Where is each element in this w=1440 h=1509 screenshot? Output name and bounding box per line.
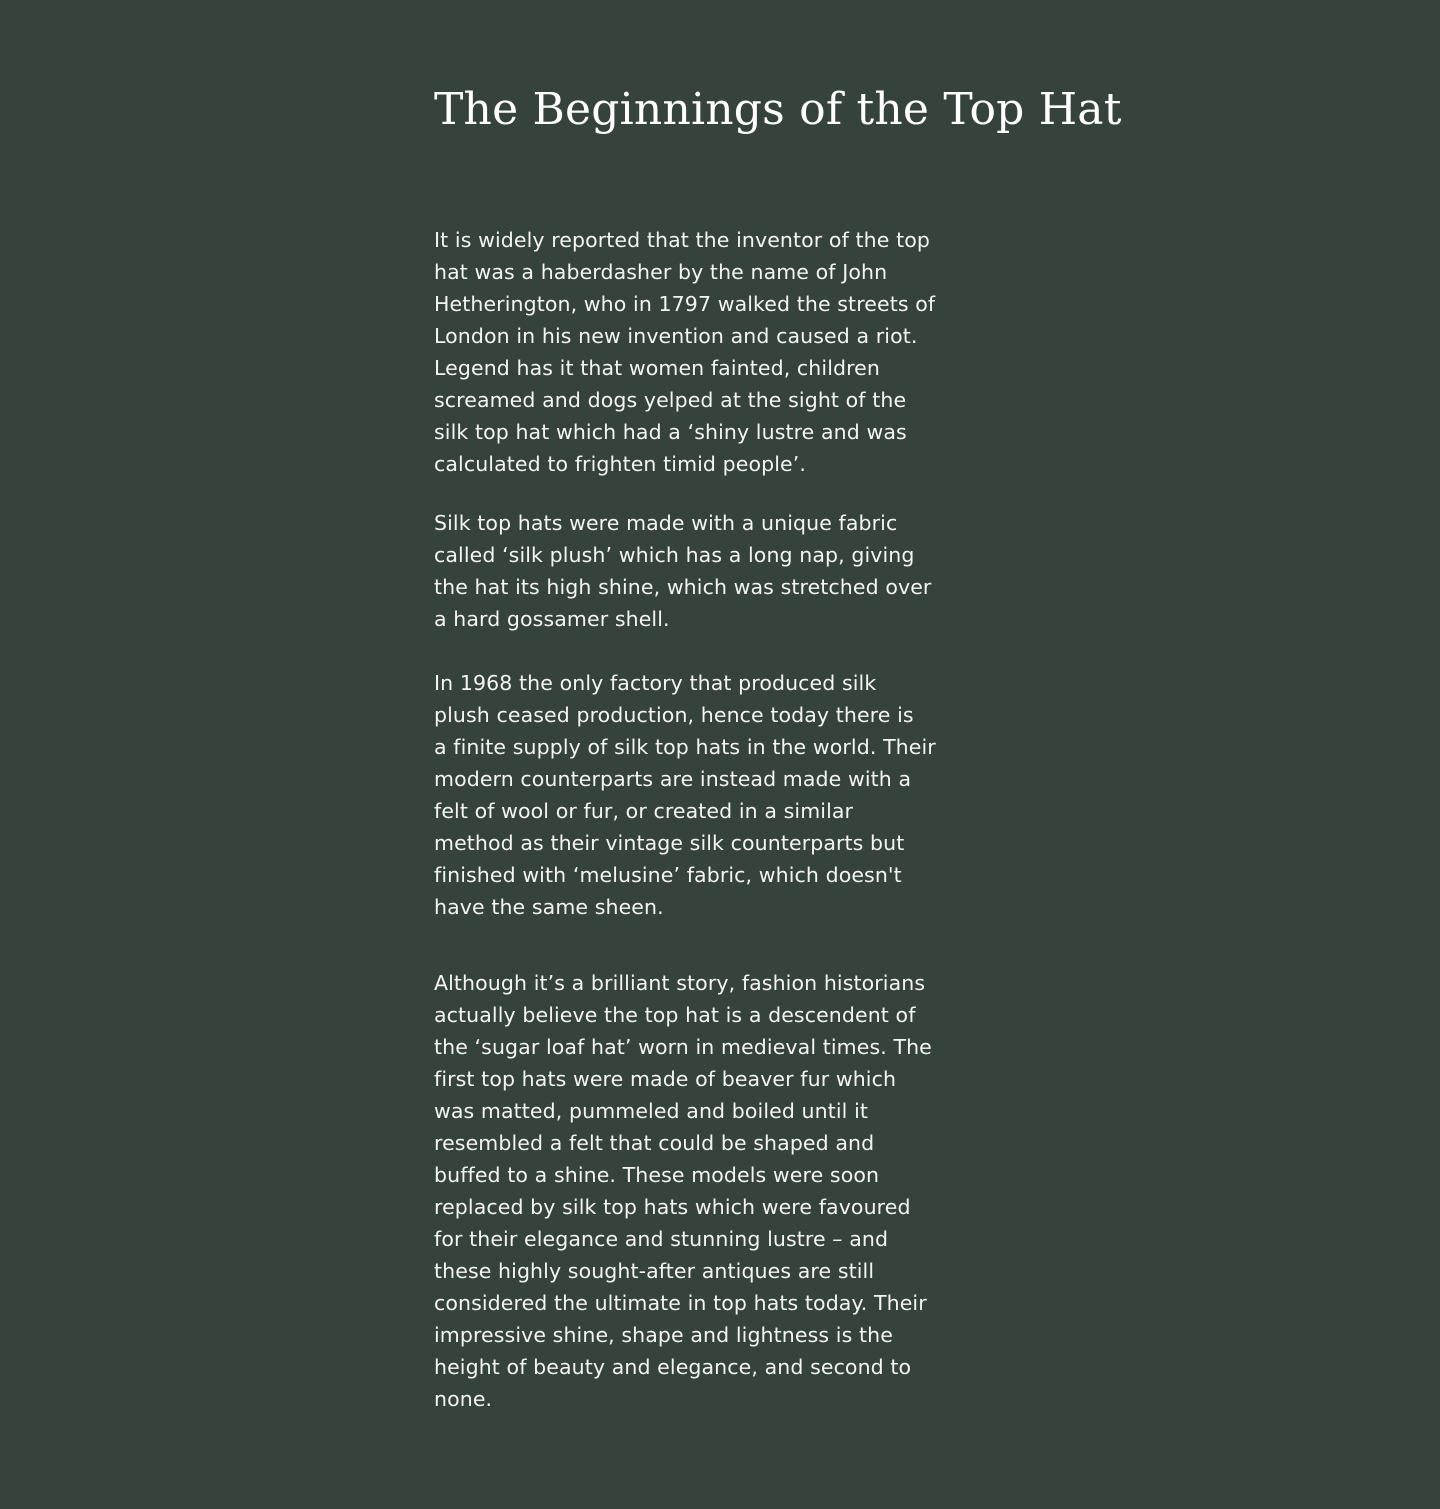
paragraph-line: method as their vintage silk counterparts but	[434, 831, 905, 855]
paragraph-line: finished with ‘melusine’ fabric, which doesn't	[434, 863, 902, 887]
paragraph-line: none.	[434, 1387, 493, 1411]
paragraph-line: a finite supply of silk top hats in the world. Their	[434, 735, 936, 759]
paragraph-line: a hard gossamer shell.	[434, 607, 670, 631]
paragraph-line: called ‘silk plush’ which has a long nap, giving	[434, 543, 915, 567]
paragraph-line: resembled a felt that could be shaped and	[434, 1131, 875, 1155]
paragraph-line: It is widely reported that the inventor of the top	[434, 228, 930, 252]
page-title: The Beginnings of the Top Hat	[434, 84, 1122, 135]
paragraph-line: felt of wool or fur, or created in a similar	[434, 799, 854, 823]
paragraph-line: for their elegance and stunning lustre – and	[434, 1227, 889, 1251]
paragraph-line: Hetherington, who in 1797 walked the streets of	[434, 292, 936, 316]
paragraph-line: replaced by silk top hats which were favoured	[434, 1195, 911, 1219]
paragraph-line: screamed and dogs yelped at the sight of the	[434, 388, 907, 412]
paragraph-silk-plush	[434, 507, 1012, 635]
paragraph-line: buffed to a shine. These models were soon	[434, 1163, 880, 1187]
paragraph-line: Silk top hats were made with a unique fabric	[434, 511, 898, 535]
paragraph-inventor	[434, 224, 1012, 480]
paragraph-line: Legend has it that women fainted, children	[434, 356, 880, 380]
paragraph-line: silk top hat which had a ‘shiny lustre and was	[434, 420, 907, 444]
paragraph-factory	[434, 667, 1012, 923]
paragraph-line: was matted, pummeled and boiled until it	[434, 1099, 869, 1123]
paragraph-line: these highly sought-after antiques are still	[434, 1259, 875, 1283]
paragraph-line: modern counterparts are instead made with a	[434, 767, 912, 791]
paragraph-line: the ‘sugar loaf hat’ worn in medieval times. The	[434, 1035, 932, 1059]
paragraph-line: have the same sheen.	[434, 895, 664, 919]
paragraph-line: London in his new invention and caused a riot.	[434, 324, 918, 348]
paragraph-line: hat was a haberdasher by the name of John	[434, 260, 888, 284]
paragraph-line: height of beauty and elegance, and second to	[434, 1355, 912, 1379]
paragraph-line: calculated to frighten timid people’.	[434, 452, 806, 476]
paragraph-line: impressive shine, shape and lightness is the	[434, 1323, 893, 1347]
paragraph-line: considered the ultimate in top hats today. Their	[434, 1291, 927, 1315]
paragraph-history	[434, 967, 1012, 1415]
paragraph-line: Although it’s a brilliant story, fashion historians	[434, 971, 926, 995]
paragraph-line: plush ceased production, hence today there is	[434, 703, 914, 727]
paragraph-line: the hat its high shine, which was stretched over	[434, 575, 932, 599]
paragraph-line: first top hats were made of beaver fur which	[434, 1067, 897, 1091]
paragraph-line: In 1968 the only factory that produced silk	[434, 671, 877, 695]
paragraph-line: actually believe the top hat is a descendent of	[434, 1003, 916, 1027]
